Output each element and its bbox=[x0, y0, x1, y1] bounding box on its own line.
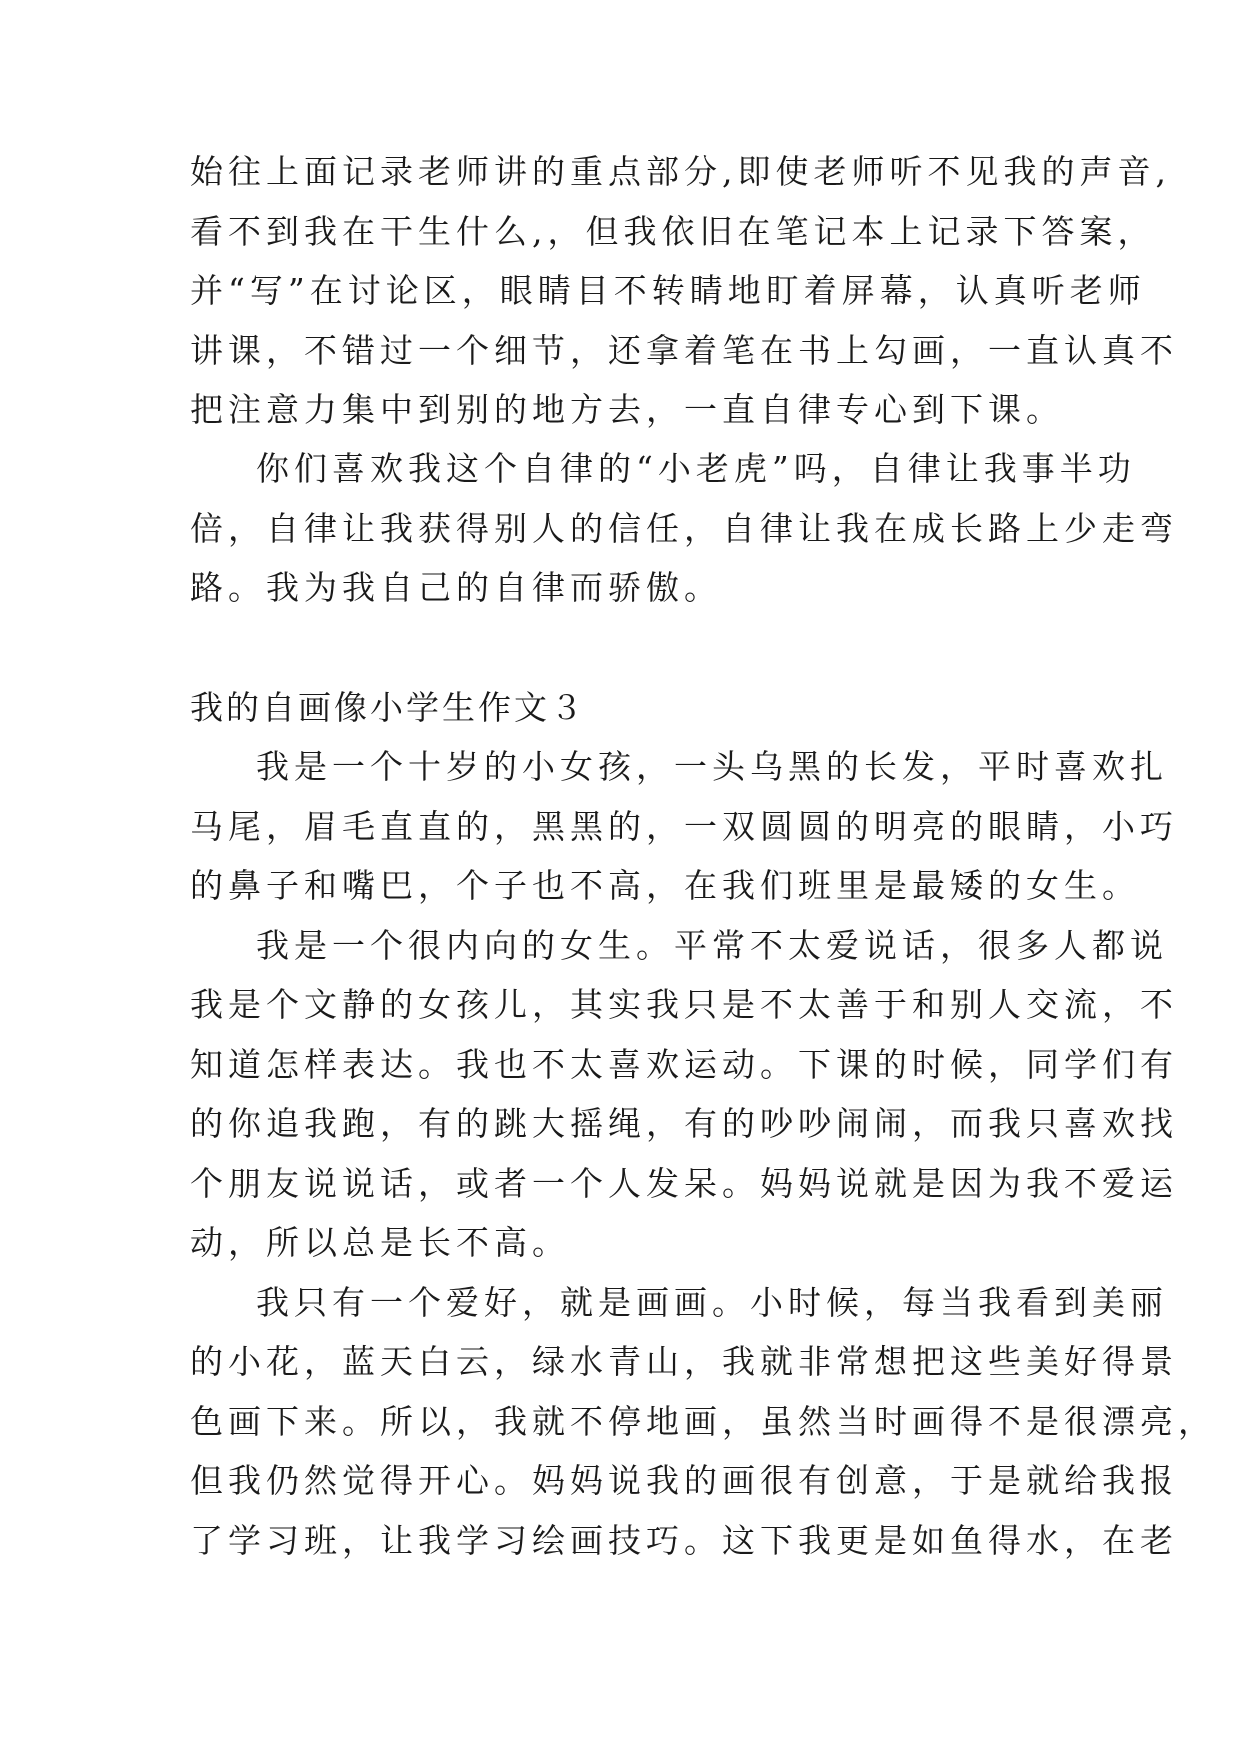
text-line: 倍，自律让我获得别人的信任，自律让我在成长路上少走弯 bbox=[190, 509, 1178, 548]
text-line: 并“写”在讨论区，眼睛目不转睛地盯着屏幕，认真听老师 bbox=[190, 271, 1146, 310]
text-line: 我是个文静的女孩儿，其实我只是不太善于和别人交流，不 bbox=[190, 985, 1178, 1024]
text-line: 我是一个很内向的女生。平常不太爱说话，很多人都说 bbox=[256, 926, 1168, 965]
text-line: 了学习班，让我学习绘画技巧。这下我更是如鱼得水，在老 bbox=[190, 1521, 1178, 1560]
text-line: 始往上面记录老师讲的重点部分,即使老师听不见我的声音, bbox=[190, 152, 1171, 191]
text-line: 的鼻子和嘴巴，个子也不高，在我们班里是最矮的女生。 bbox=[190, 866, 1140, 905]
text-line: 动，所以总是长不高。 bbox=[190, 1223, 570, 1262]
text-line: 但我仍然觉得开心。妈妈说我的画很有创意，于是就给我报 bbox=[190, 1461, 1178, 1500]
text-line: 的小花，蓝天白云，绿水青山，我就非常想把这些美好得景 bbox=[190, 1342, 1178, 1381]
text-line: 看不到我在干生什么,，但我依旧在笔记本上记录下答案， bbox=[190, 212, 1156, 251]
essay-title: 我的自画像小学生作文３ bbox=[190, 688, 586, 727]
text-line: 色画下来。所以，我就不停地画，虽然当时画得不是很漂亮， bbox=[190, 1402, 1216, 1441]
text-line: 你们喜欢我这个自律的“小老虎”吗，自律让我事半功 bbox=[256, 449, 1136, 488]
text-line: 路。我为我自己的自律而骄傲。 bbox=[190, 568, 722, 607]
text-line: 知道怎样表达。我也不太喜欢运动。下课的时候，同学们有 bbox=[190, 1045, 1178, 1084]
text-line: 把注意力集中到别的地方去，一直自律专心到下课。 bbox=[190, 390, 1064, 429]
text-line: 我只有一个爱好，就是画画。小时候，每当我看到美丽 bbox=[256, 1283, 1168, 1322]
text-line: 个朋友说说话，或者一个人发呆。妈妈说就是因为我不爱运 bbox=[190, 1164, 1178, 1203]
text-line: 我是一个十岁的小女孩，一头乌黑的长发，平时喜欢扎 bbox=[256, 747, 1168, 786]
text-line: 马尾，眉毛直直的，黑黑的，一双圆圆的明亮的眼睛，小巧 bbox=[190, 807, 1178, 846]
text-line: 讲课，不错过一个细节，还拿着笔在书上勾画，一直认真不 bbox=[190, 331, 1178, 370]
text-line: 的你追我跑，有的跳大摇绳，有的吵吵闹闹，而我只喜欢找 bbox=[190, 1104, 1178, 1143]
